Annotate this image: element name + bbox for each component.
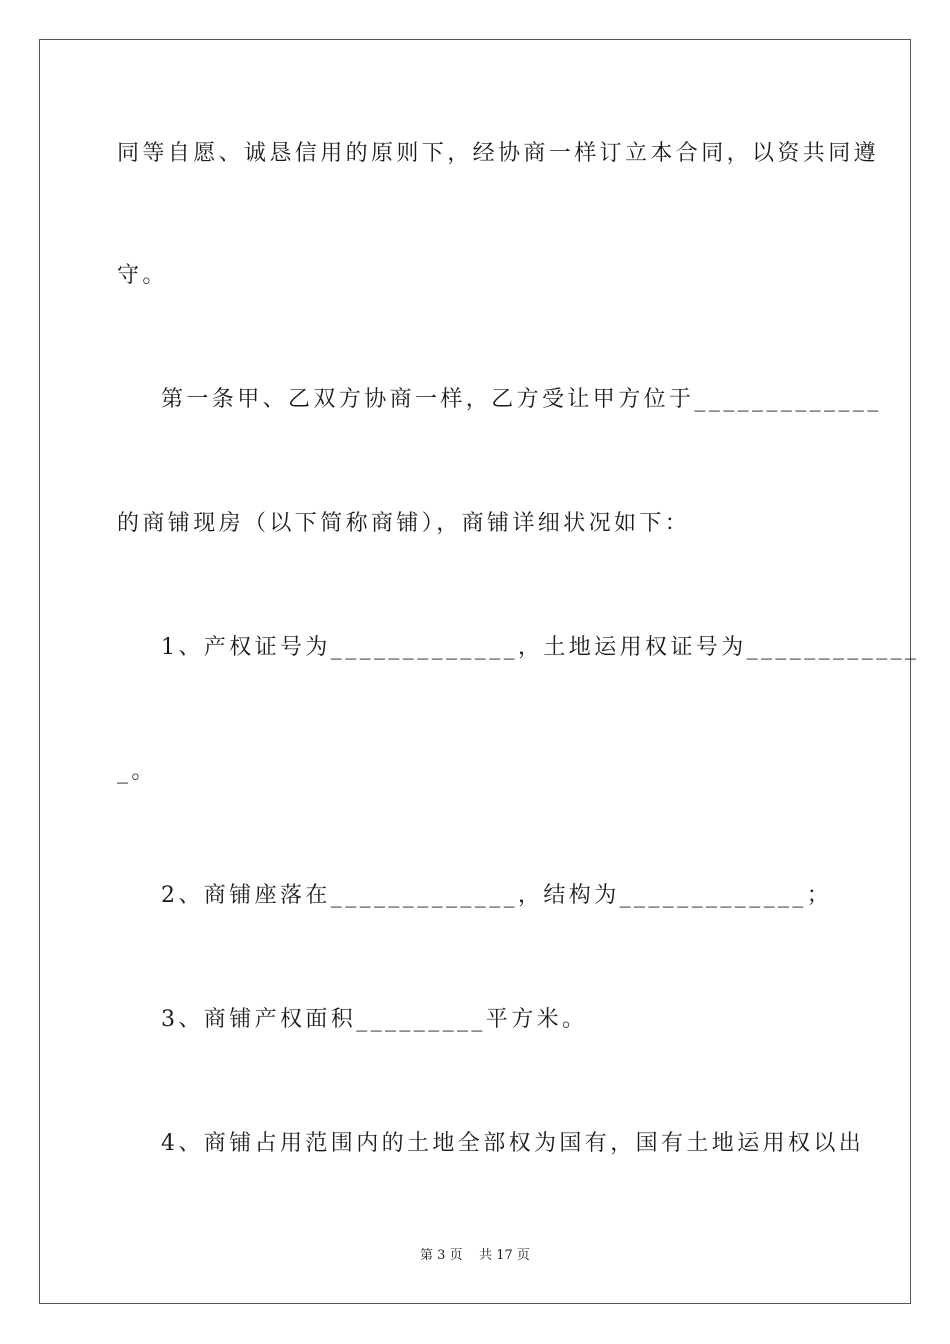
body-text-line-1: 同等自愿、诚恳信用的原则下，经协商一样订立本合同，以资共同遵 bbox=[117, 141, 880, 166]
item-3-line: 3、商铺产权面积_________平方米。 bbox=[161, 1007, 588, 1032]
body-text-line-2: 守。 bbox=[117, 263, 168, 288]
page-footer bbox=[0, 1244, 950, 1263]
clause-1-line-1: 第一条甲、乙双方协商一样，乙方受让甲方位于_____________ bbox=[161, 387, 882, 412]
page-border bbox=[39, 39, 911, 1304]
item-1-line-1: 1、产权证号为_____________，土地运用权证号为____________ bbox=[161, 635, 920, 660]
item-2-line: 2、商铺座落在_____________，结构为_____________； bbox=[161, 883, 833, 908]
item-1-line-2: _。 bbox=[117, 759, 157, 784]
clause-1-line-2: 的商铺现房（以下简称商铺），商铺详细状况如下： bbox=[117, 511, 691, 536]
page-number: 第 3 页 bbox=[420, 1248, 463, 1263]
item-4-line-1: 4、商铺占用范围内的土地全部权为国有，国有土地运用权以出 bbox=[161, 1131, 865, 1156]
page-total: 共 17 页 bbox=[479, 1248, 530, 1263]
